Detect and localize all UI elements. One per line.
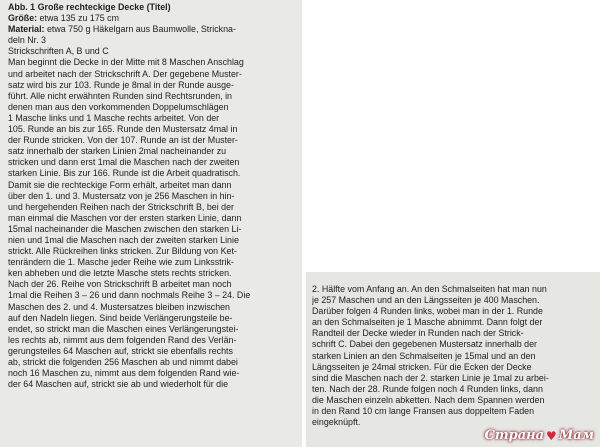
- material-value: etwa 750 g Häkelgarn aus Baumwolle, Stricknа-: [44, 24, 236, 35]
- text-line: der Runde stricken. Von der 107. Runde an ist der Muster-: [8, 135, 238, 146]
- text-line: stricken und dann erst 1mal die Maschen nach der zweiten: [8, 157, 240, 168]
- left-text-column: [8, 2, 296, 390]
- text-line: über den 1. und 3. Mustersatz von je 256 Maschen in hin-: [8, 190, 235, 201]
- text-line: les rechts ab, nimmt aus dem folgenden Rand des Verlän-: [8, 334, 237, 345]
- text-line: Randteil der Decke wieder in Runden nach der Strick-: [312, 328, 524, 339]
- text-line: 1mal die Reihen 3 – 26 und dann nochmals Reihe 3 – 24. Die: [8, 290, 251, 301]
- text-line: in den Rand 10 cm lange Fransen aus doppeltem Faden: [312, 406, 535, 417]
- heart-icon: ♥: [546, 428, 557, 443]
- text-line: starken Linie. Bis zur 166. Runde ist die Arbeit quadratisch.: [8, 168, 241, 179]
- text-line: tenrändern die 1. Masche jeder Reihe wie zum Linksstrik-: [8, 257, 234, 268]
- text-line: noch 16 Maschen zu, nimmt aus dem folgenden Rand wie-: [8, 368, 240, 379]
- text-line: der 64 Maschen auf, strickt sie ab und wiederholt für die: [8, 379, 229, 390]
- text-line: Nach der 26. Reihe von Strickschrift B arbeitet man noch: [8, 279, 232, 290]
- text-line: ten. Nach der 28. Runde folgen noch 4 Runden links, dann: [312, 383, 543, 394]
- text-line: starken Linien an den Schmalseiten je 15mal und an den: [312, 350, 536, 361]
- material-line: [8, 24, 296, 35]
- text-line: ab, strickt die folgenden 256 Maschen ab und nimmt dabei: [8, 357, 238, 367]
- text-line: Längsseiten je 24mal stricken. Für die Ecken der Decke: [312, 361, 532, 372]
- size-label: Größe:: [8, 13, 38, 24]
- text-line: 105. Runde an bis zur 165. Runde den Mustersatz 4mal in: [8, 124, 238, 135]
- text-line: ken abheben und die letzte Masche stets rechts stricken.: [8, 268, 232, 279]
- text-line: Man beginnt die Decke in der Mitte mit 8 Maschen Anschlag: [8, 57, 244, 68]
- watermark-text-left: Страна: [484, 428, 545, 443]
- text-line: und arbeitet nach der Strickschrift A. Der gegebene Muster-: [8, 68, 242, 79]
- text-line: 15mal nacheinander die Maschen zwischen den starken Li-: [8, 223, 242, 234]
- watermark-text-right: Мам: [558, 428, 594, 443]
- right-paragraph: [312, 284, 595, 428]
- text-line: deln Nr. 3: [8, 35, 46, 46]
- text-line: gerungsteiles 64 Maschen auf, strickt sie ebenfalls rechts: [8, 345, 233, 356]
- text-line: denen man aus den vorkommenden Doppelumschlägen: [8, 101, 229, 112]
- left-paragraph: [8, 35, 296, 390]
- text-line: nien und 1mal die Maschen nach der zweiten starken Linie: [8, 234, 239, 245]
- right-text-column: [312, 284, 595, 428]
- article-title: Abb. 1 Große rechteckige Decke (Titel): [8, 2, 171, 12]
- text-line: endet, so strickt man die Maschen eines Verlängerungstei-: [8, 323, 239, 334]
- text-line: satz wird bis zur 103. Runde je 8mal in der Runde ausge-: [8, 79, 234, 90]
- text-line: führt. Alle nicht erwähnten Runden sind Rechtsrunden, in: [8, 90, 232, 101]
- text-line: die Maschen einzeln abketten. Nach dem Spannen werden: [312, 394, 545, 405]
- size-value: etwa 135 zu 175 cm: [37, 13, 119, 24]
- material-label: Material:: [8, 24, 45, 35]
- text-line: Damit sie die rechteckige Form erhält, arbeitet man dann: [8, 179, 232, 190]
- text-line: Strickschriften A, B und C: [8, 46, 109, 57]
- text-line: und hergehenden Reihen nach der Strickschrift B, bei der: [8, 201, 234, 212]
- text-line: eingeknüpft.: [312, 417, 361, 428]
- text-line: satz innerhalb der starken Linien 2mal nacheinander zu: [8, 146, 227, 157]
- text-line: sind die Maschen nach der 2. starken Linie je 1mal zu arbei-: [312, 372, 549, 383]
- text-line: Darüber folgen 4 Runden links, wobei man in der 1. Runde: [312, 306, 543, 317]
- size-line: [8, 13, 296, 24]
- text-line: man einmal die Maschen vor der ersten starken Linie, dann: [8, 212, 242, 223]
- text-line: auf den Nadeln liegen. Sind beide Verlängerungsteile be-: [8, 312, 233, 323]
- site-watermark: [485, 428, 594, 443]
- text-line: schrift C. Dabei den gegebenen Mustersatz innerhalb der: [312, 339, 537, 350]
- text-line: 2. Hälfte vom Anfang an. An den Schmalseiten hat man nun: [312, 284, 547, 294]
- text-line: Maschen des 2. und 4. Mustersatzes bleiben inzwischen: [8, 301, 230, 312]
- text-line: 1 Masche links und 1 Masche rechts arbeitet. Von der: [8, 112, 220, 123]
- text-line: je 257 Maschen und an den Längsseiten je 400 Maschen.: [312, 295, 540, 306]
- text-line: an den Schmalseiten je 1 Masche abnimmt. Dann folgt der: [312, 317, 543, 328]
- text-line: strickt. Alle Rückreihen links stricken. Zur Bildung von Ket-: [8, 246, 237, 257]
